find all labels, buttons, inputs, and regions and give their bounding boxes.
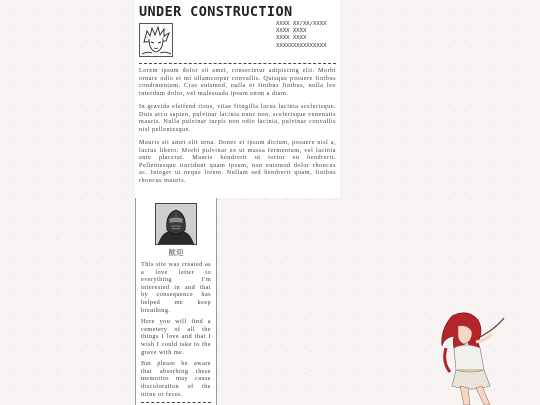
meta-line: XXXX XXXX [276,35,307,42]
body-paragraph: Mauris sit amet elit urna. Donec et ipsum dictum, posuere nisl a, luctus libero. Morbi pulvinar ex ut massa fermentum, vel lacinia ante placerat. Mauris hendrerit ut tortor eu hendrerit. Pellentesque tincidunt quam ipsum, non euismod dolor rhoncus ac. Integer ut neque lorem. Nullam sed hendrerit quam, finibus rhoncus mauris. [139,139,336,184]
post-meta [276,21,327,50]
meta-line: XXXX XXXX [276,28,307,35]
main-panel [135,0,340,198]
sidebar-paragraph: Here you will find a cemetery of all the things I love and that I wish I could take to the grave with me. [141,318,211,356]
section-divider [139,63,336,64]
body-paragraph: Lorem ipsum dolor sit amet, consectetur adipiscing elit. Morbi ornare odio et mi ullamcorper convallis. Quisque posuere finibus condimentum. Cras euismod, nulla et finibus finibus, nulla leo interdum dolor, vel malesuada ipsum enim a diam. [139,67,336,97]
header-row [139,23,336,59]
sidebar-paragraph: But please be aware that absorbing these memories may cause discoloration of the urine or feces. [141,360,211,398]
sidebar [135,198,217,405]
body-paragraph: In gravida eleifend risus, vitae fringilla lacus lacinia scelerisque. Duis arcu sapien, pulvinar lacinia nunc non, scelerisque venenatis mauris. Nulla pulvinar turpis non odio lacinia, pulvinar convallis nisl pellentesque. [139,103,336,133]
welcome-heading: 歓迎 [168,248,184,257]
sidebar-paragraph: This site was created as a love letter to everything I'm interested in and that by consequence has helped me keep breathing. [141,261,211,314]
page-title: UNDER CONSTRUCTION [139,4,293,20]
header-avatar-icon [139,23,173,57]
meta-line: XXXX XX/XX/XXXX [276,21,327,27]
character-illustration [438,312,518,405]
sidebar-divider [141,402,211,403]
meta-line: XXXXXXXXXXXXXXX [276,42,327,49]
sidebar-avatar-icon [155,203,197,245]
